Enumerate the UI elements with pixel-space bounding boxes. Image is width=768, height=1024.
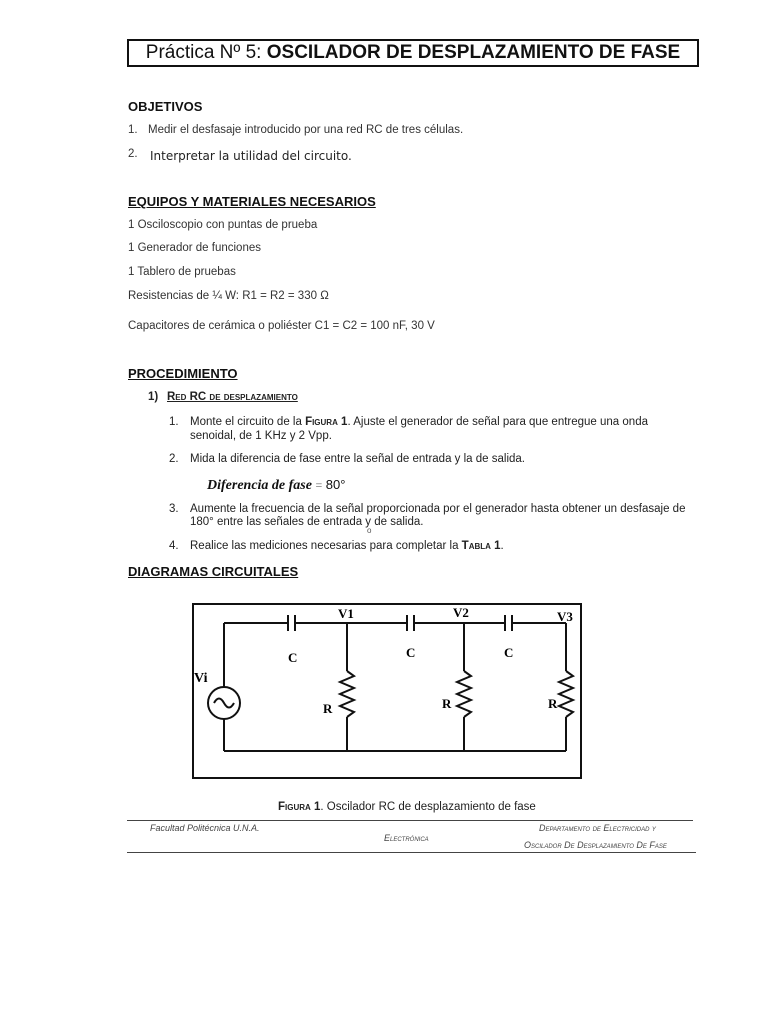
footer-right-bottom: Oscilador De Desplazamiento De Fase <box>524 840 667 850</box>
objective-1-text: Medir el desfasaje introducido por una red RC de tres células. <box>148 124 464 136</box>
step-3-num: 3. <box>169 503 179 515</box>
procedure-section-num: 1) <box>148 391 159 403</box>
procedure-section-title: Red RC de desplazamiento <box>167 391 298 403</box>
footer-right-top: Departamento de Electricidad y <box>539 823 656 833</box>
resistor-3 <box>559 671 573 717</box>
node-label-v2: V2 <box>453 605 469 620</box>
footer-rule-bottom <box>127 852 696 853</box>
objective-2-text: Interpretar la utilidad del circuito. <box>150 149 352 163</box>
step-1-num: 1. <box>169 416 179 428</box>
footer-left: Facultad Politécnica U.N.A. <box>150 823 260 833</box>
diagrams-heading: DIAGRAMAS CIRCUITALES <box>128 564 299 579</box>
objectives-heading: OBJETIVOS <box>128 99 203 114</box>
step-3-line2: 180° entre las señales de entrada y de salida. <box>190 516 424 528</box>
footer-rule-top <box>127 820 693 821</box>
equipment-item: 1 Tablero de pruebas <box>128 266 236 278</box>
equipment-item: 1 Osciloscopio con puntas de prueba <box>128 219 318 231</box>
step-1-line2: senoidal, de 1 KHz y 2 Vpp. <box>190 430 332 442</box>
source-label-vi: Vi <box>194 671 208 686</box>
figure-ref: Figura 1 <box>305 416 348 428</box>
capacitor-label: C <box>406 645 416 660</box>
step-4-num: 4. <box>169 540 179 552</box>
formula-label: Diferencia de fase <box>207 478 312 493</box>
circuit-diagram <box>192 603 582 779</box>
resistor-label: R <box>323 701 333 716</box>
step-2-line1: Mida la diferencia de fase entre la señal de entrada y la de salida. <box>190 453 525 465</box>
resistor-2 <box>457 671 471 717</box>
node-label-v3: V3 <box>557 609 573 624</box>
capacitor-label: C <box>504 645 514 660</box>
phase-difference-formula <box>207 477 345 494</box>
step-4-line1: Realice las mediciones necesarias para completar la Tabla 1. <box>190 540 504 552</box>
procedure-heading: PROCEDIMIENTO <box>128 366 238 381</box>
node-label-v1: V1 <box>338 606 354 621</box>
figure-caption: Figura 1. Oscilador RC de desplazamiento de fase <box>278 801 536 813</box>
title-main: OSCILADOR DE DESPLAZAMIENTO DE FASE <box>266 42 681 63</box>
equipment-item: 1 Generador de funciones <box>128 242 261 254</box>
table-ref: Tabla 1 <box>461 540 501 552</box>
formula-equals: = <box>315 478 323 492</box>
stray-mark: o <box>367 526 372 535</box>
equipment-item: Resistencias de ¼ W: R1 = R2 = 330 Ω <box>128 290 329 302</box>
caption-ref: Figura 1 <box>278 801 321 813</box>
page-title <box>127 39 699 67</box>
equipment-heading: EQUIPOS Y MATERIALES NECESARIOS <box>128 194 376 209</box>
resistor-label: R <box>442 696 452 711</box>
step-1-line1: Monte el circuito de la Figura 1. Ajuste el generador de señal para que entregue una onda <box>190 416 648 428</box>
footer-center: Electrónica <box>384 833 429 843</box>
resistor-1 <box>340 671 354 717</box>
formula-value: 80° <box>325 477 346 492</box>
resistor-label: R <box>548 696 558 711</box>
objective-2-num: 2. <box>128 148 138 160</box>
capacitor-label: C <box>288 650 298 665</box>
title-prefix: Práctica Nº 5: <box>145 42 262 63</box>
equipment-item: Capacitores de cerámica o poliéster C1 = C2 = 100 nF, 30 V <box>128 320 435 332</box>
step-2-num: 2. <box>169 453 179 465</box>
step-3-line1: Aumente la frecuencia de la señal proporcionada por el generador hasta obtener un desfasaje de <box>190 503 686 515</box>
objective-1-num: 1. <box>128 124 138 136</box>
